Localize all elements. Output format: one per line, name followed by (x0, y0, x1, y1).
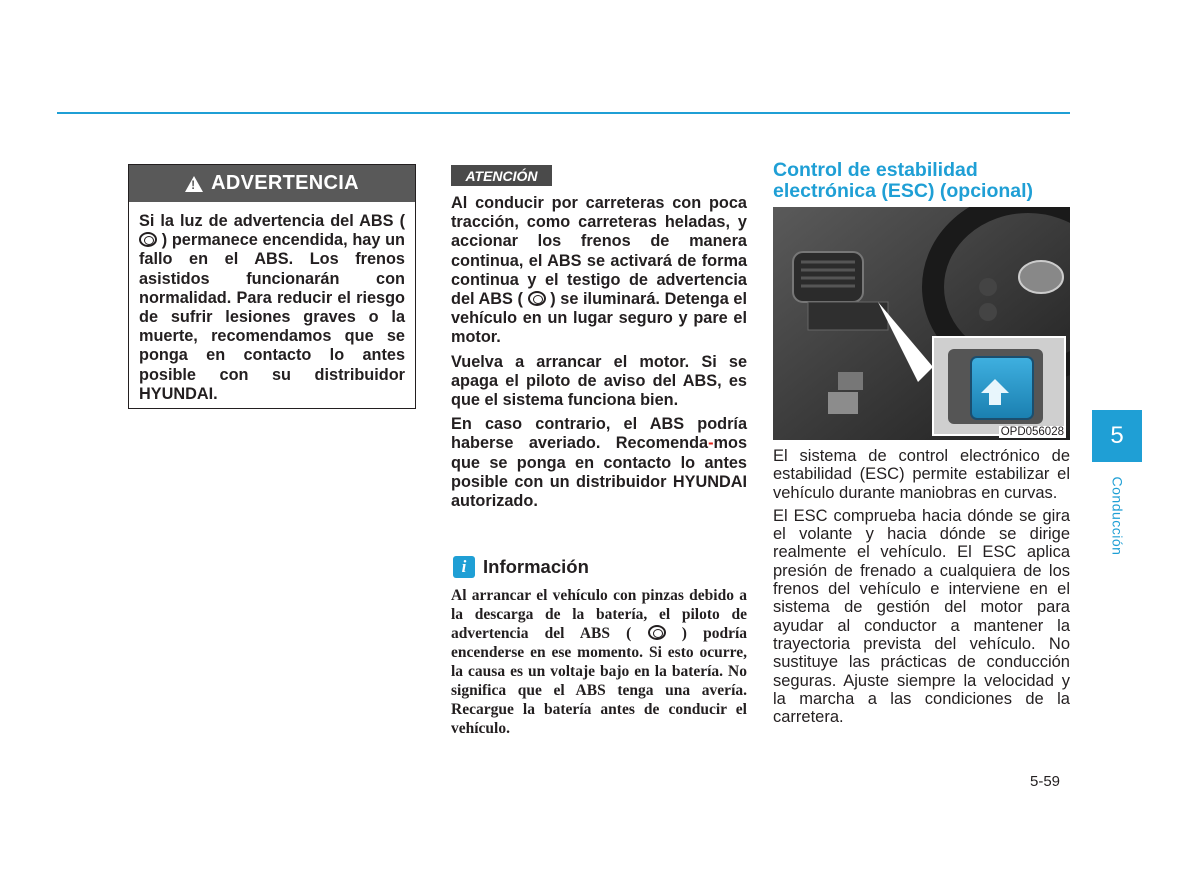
warning-box (128, 164, 416, 409)
info-text-1: Al arrancar el vehículo con pinzas debido a la descarga de la batería, el piloto de advertencia del ABS ( (451, 587, 747, 642)
caution-text-3b: mos que se ponga en contacto lo antes posible con un distribuidor HYUNDAI autorizado. (451, 434, 747, 511)
caution-paragraph-3 (451, 415, 747, 511)
esc-paragraph-2: El ESC comprueba hacia dónde se gira el volante y hacia dónde se dirige realmente el vehículo. El ESC aplica presión de frenado a cualquiera de los frenos del vehículo e interviene en el sistema de gestión del motor para ayudar al conductor a mantener la trayectoria prevista del vehículo. No sustituye las prácticas de conducción seguras. Ajuste siempre la velocidad y la marcha a las condiciones de la carretera. (773, 506, 1070, 727)
caution-text-1a: Al conducir por carreteras con poca tracción, como carreteras heladas, y accionar los frenos de manera continua, el ABS se activará de forma continua y el testigo de advertencia del ABS ( (451, 194, 747, 309)
hyphen-mark: - (708, 434, 714, 453)
info-title: Información (483, 556, 589, 577)
dashboard-illustration (773, 207, 1070, 440)
warning-text-2: ) permanece encendida, hay un fallo en el ABS. Los frenos asistidos funcionarán con normalidad. Para reducir el riesgo de sufrir lesiones graves o la muerte, recomendamos que se ponga en contacto lo antes posible con su distribuidor HYUNDAI. (139, 231, 405, 403)
top-rule (57, 112, 1070, 114)
chapter-label-text: Conducción (1109, 476, 1125, 556)
caution-tag: ATENCIÓN (451, 165, 552, 186)
warning-body (129, 202, 415, 404)
page-number: 5-59 (1030, 773, 1061, 790)
chapter-label (1092, 470, 1142, 562)
caution-paragraph-1 (451, 194, 747, 348)
esc-body (773, 447, 1070, 731)
info-header (453, 556, 589, 578)
esc-paragraph-1: El sistema de control electrónico de estabilidad (ESC) permite estabilizar el vehículo durante maniobras en curvas. (773, 447, 1070, 502)
caution-text-1b: ) se iluminará. Detenga el vehículo en un lugar seguro y pare el motor. (451, 290, 748, 347)
abs-warning-icon (648, 625, 666, 640)
caution-text-3a: En caso contrario, el ABS podría haberse averiado. Recomenda- (451, 415, 747, 453)
info-icon: i (453, 556, 475, 578)
info-text-2: ) podría encenderse en ese momento. Si esto ocurre, la causa es un voltaje bajo en la batería. No significa que el ABS tenga una avería. Recargue la batería antes de conducir el vehículo. (451, 625, 748, 737)
warning-text-1: Si la luz de advertencia del ABS ( (139, 212, 405, 230)
image-code: OPD056028 (1000, 426, 1064, 438)
dashboard-photo (773, 207, 1070, 440)
abs-warning-icon (528, 291, 546, 306)
esc-section-title: Control de estabilidad electrónica (ESC) (opcional) (773, 159, 1034, 202)
info-body (451, 586, 747, 738)
caution-paragraph-2: Vuelva a arrancar el motor. Si se apaga el piloto de aviso del ABS, es que el sistema funciona bien. (451, 352, 747, 410)
warning-header (129, 165, 415, 202)
warning-title: ADVERTENCIA (211, 172, 359, 194)
caution-body (451, 194, 747, 516)
chapter-tab: 5 (1092, 410, 1142, 462)
warning-triangle-icon (185, 176, 203, 192)
abs-warning-icon (139, 232, 157, 247)
